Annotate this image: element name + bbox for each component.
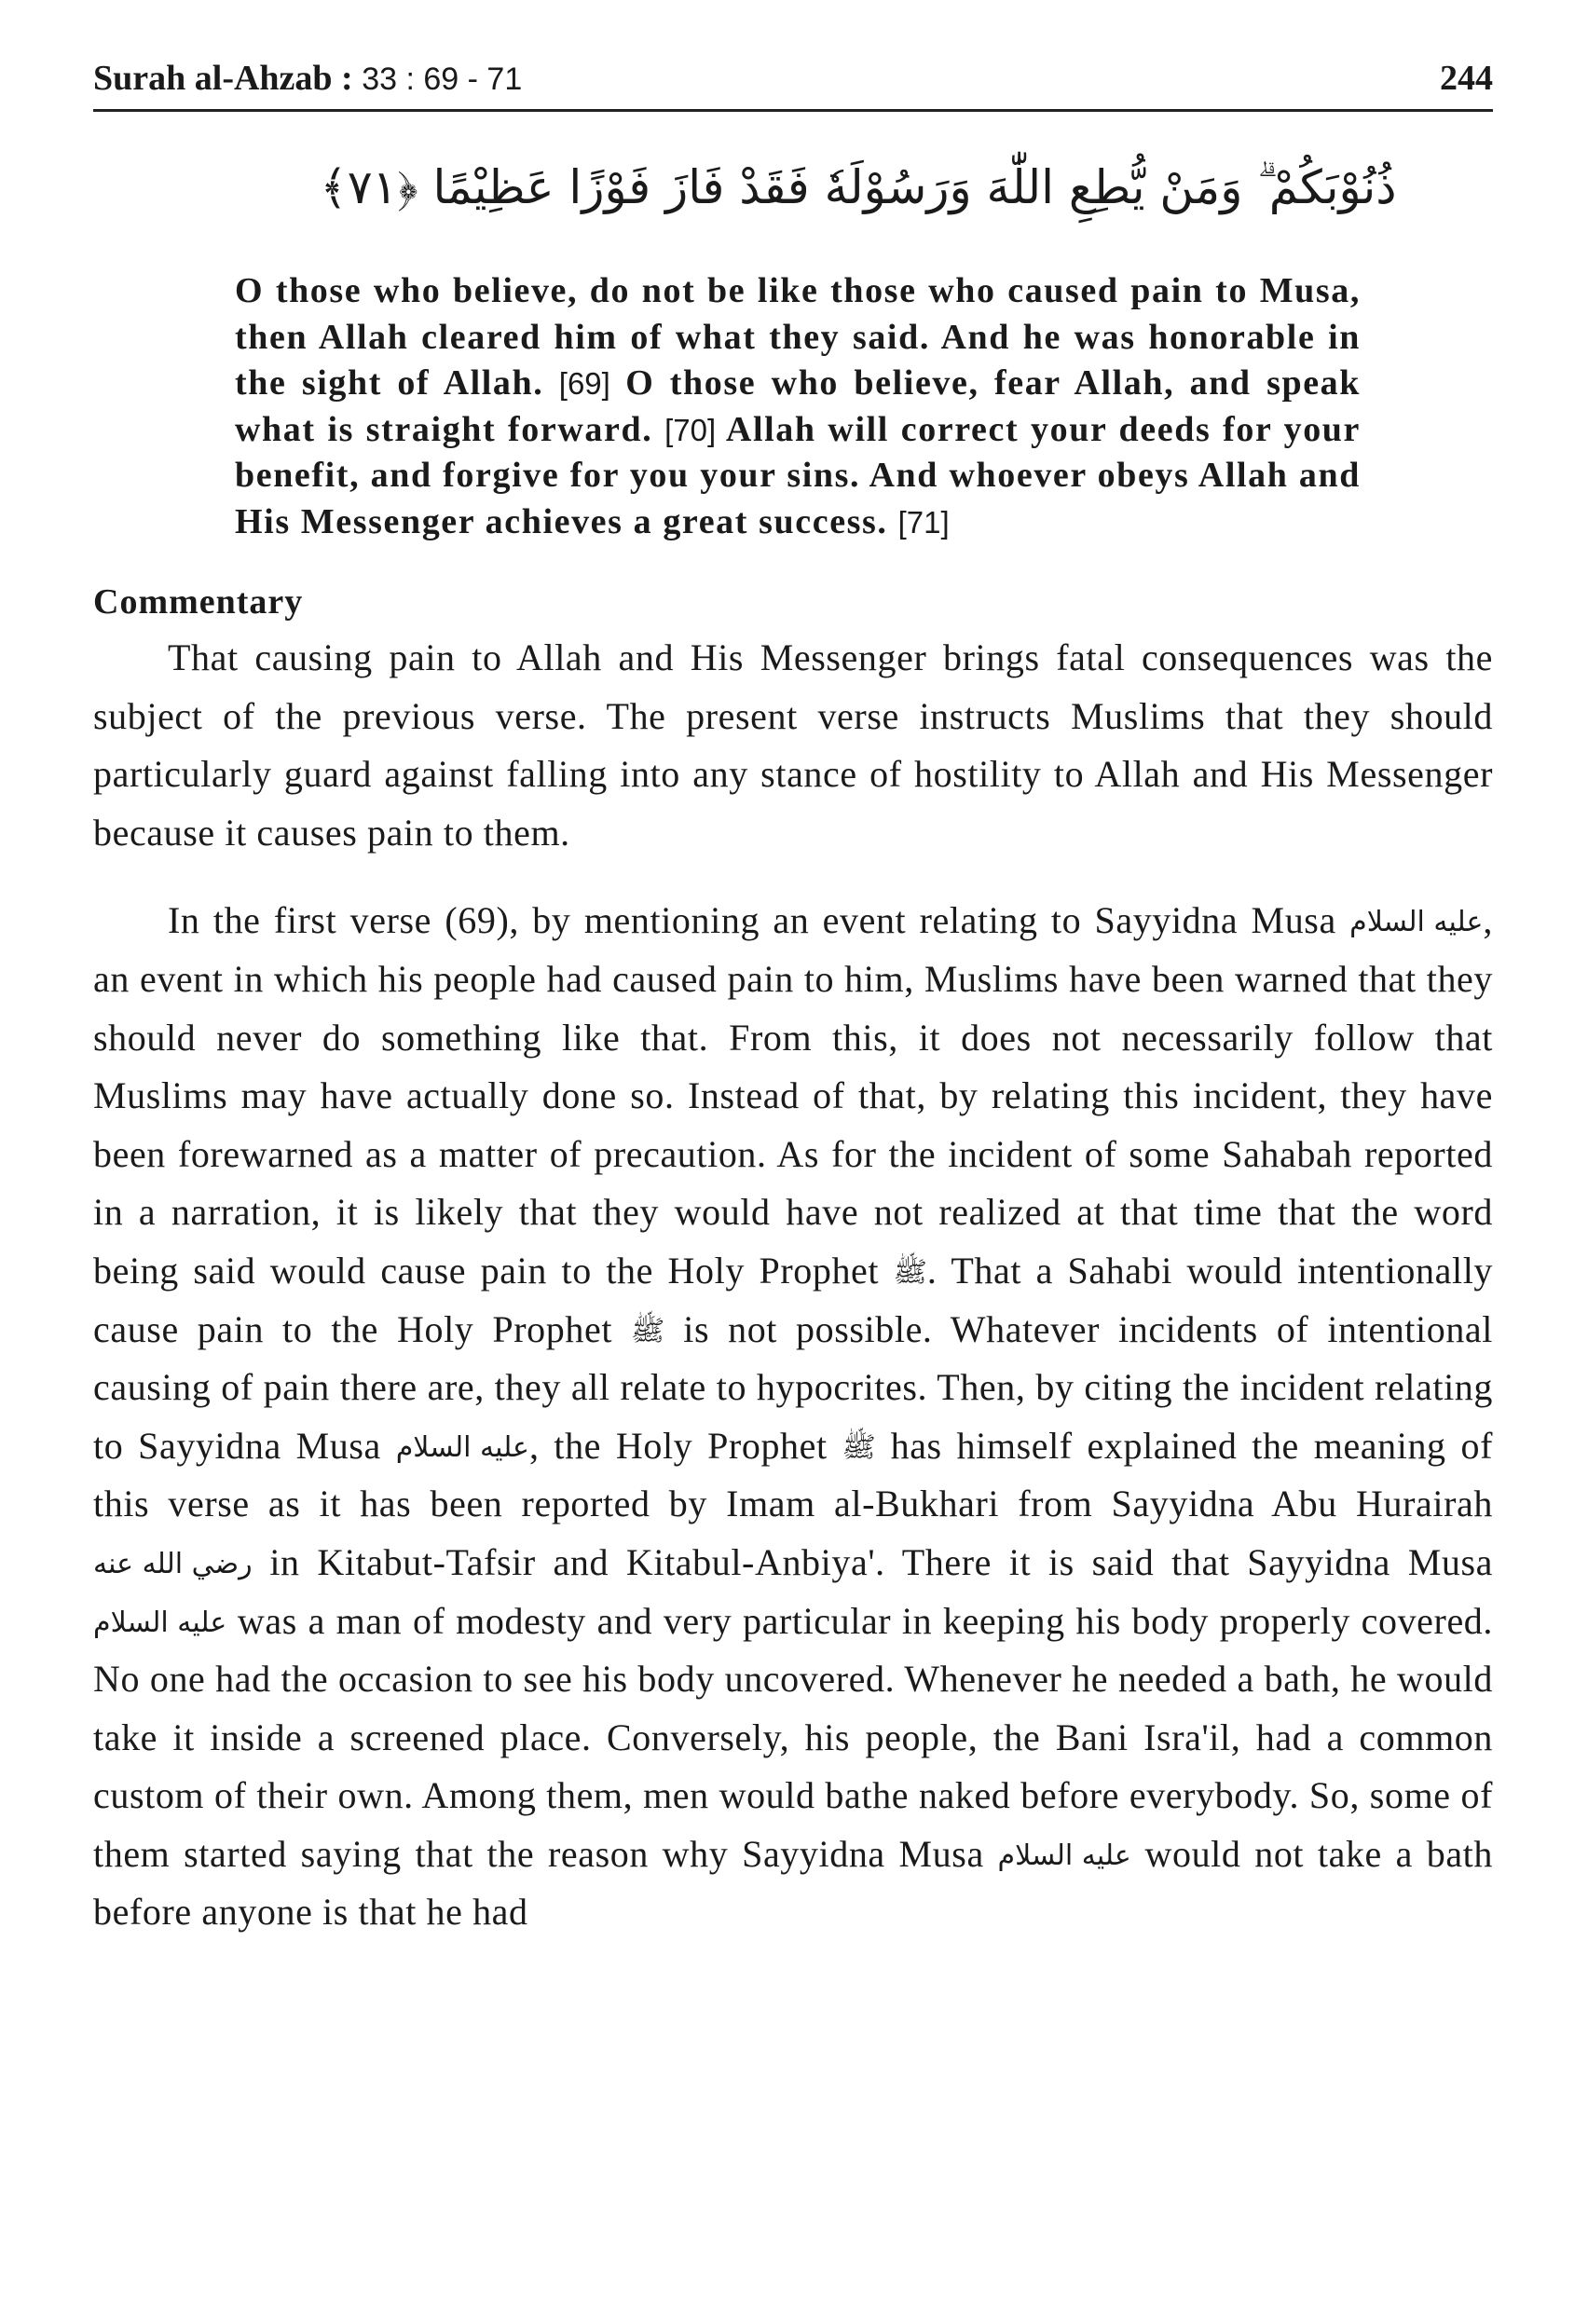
- header-rule: [93, 109, 1493, 112]
- verse-number: [70]: [664, 412, 717, 447]
- page-number: 244: [1440, 59, 1493, 98]
- honorific-glyph: ﷺ: [893, 1255, 927, 1289]
- honorific-glyph: ﷺ: [631, 1314, 665, 1347]
- paragraph-text: In the first verse (69), by mentioning an event relating to Sayyidna Musa: [168, 899, 1350, 942]
- paragraph-text: , the Holy Prophet: [528, 1424, 842, 1467]
- paragraph-text: , an event in which his people had caused pain to him, Muslims have been warned that they should never do something like that. From this, it does not necessarily follow that Muslims may have actually done so. Instead of that, by relating this incident, they have been forewarned as a matter of precaution. As for the incident of some Sahabah reported in a narration, it is likely that they would have not realized at that time that the word being said would cause pain to the Holy Prophet: [93, 899, 1493, 1292]
- arabic-verse: ذُنُوْبَكُمْ ۗ وَمَنْ يُّطِعِ اللّٰهَ وَرَسُوْلَهٗ فَقَدْ فَازَ فَوْزًا عَظِيْمًا ﴿٧١﴾: [320, 160, 1397, 214]
- commentary-body: [93, 629, 1493, 1942]
- honorific-glyph: عليه السلام: [997, 1839, 1131, 1872]
- paragraph-text: has himself explained the meaning of this verse as it has been reported by Imam al-Bukhari from Sayyidna Abu Hurairah: [93, 1424, 1493, 1525]
- honorific-glyph: عليه السلام: [395, 1430, 529, 1464]
- translation-text: Allah will correct your deeds for your benefit, and forgive for you your sins. And whoever obeys Allah and His Messenger achieves a great success.: [235, 409, 1361, 541]
- commentary-heading: Commentary: [93, 582, 304, 622]
- honorific-glyph: عليه السلام: [93, 1606, 227, 1639]
- paragraph-text: was a man of modesty and very particular in keeping his body properly covered. No one had the occasion to see his body uncovered. Whenever he needed a bath, he would take it inside a screened place. Conversely, his people, the Bani Isra'il, had a common custom of their own. Among them, men would bathe naked before everybody. So, some of them started saying that the reason why Sayyidna Musa: [93, 1599, 1493, 1875]
- paragraph-text: is not possible. Whatever incidents of intentional causing of pain there are, they all relate to hypocrites. Then, by citing the incident relating to Sayyidna Musa: [93, 1307, 1493, 1467]
- book-page: [93, 58, 1493, 1942]
- commentary-paragraph: [93, 629, 1493, 862]
- honorific-glyph: عليه السلام: [1349, 906, 1484, 939]
- surah-title: Surah al-Ahzab :: [93, 59, 353, 98]
- translation-text: O those who believe, fear Allah, and speak what is straight forward.: [235, 363, 1361, 449]
- commentary-paragraph: [93, 892, 1493, 1942]
- paragraph-text: . That a Sahabi would intentionally cause pain to the Holy Prophet: [93, 1249, 1494, 1350]
- honorific-glyph: رضي الله عنه: [93, 1547, 253, 1580]
- verse-translation: [235, 268, 1361, 545]
- honorific-glyph: ﷺ: [842, 1430, 876, 1464]
- verse-number: [71]: [897, 504, 950, 540]
- verse-number: [69]: [558, 366, 610, 401]
- running-header: [93, 58, 1493, 100]
- paragraph-text: That causing pain to Allah and His Messenger brings fatal consequences was the subject of the previous verse. The present verse instructs Muslims that they should particularly guard against falling into any stance of hostility to Allah and His Messenger because it causes pain to them.: [93, 636, 1493, 854]
- verse-reference: 33 : 69 - 71: [362, 62, 523, 97]
- paragraph-text: would not take a bath before anyone is that he had: [93, 1832, 1493, 1934]
- translation-text: O those who believe, do not be like those who caused pain to Musa, then Allah cleared him of what they said. And he was honorable in the sight of Allah.: [235, 271, 1361, 403]
- paragraph-text: in Kitabut-Tafsir and Kitabul-Anbiya'. There it is said that Sayyidna Musa: [252, 1540, 1493, 1583]
